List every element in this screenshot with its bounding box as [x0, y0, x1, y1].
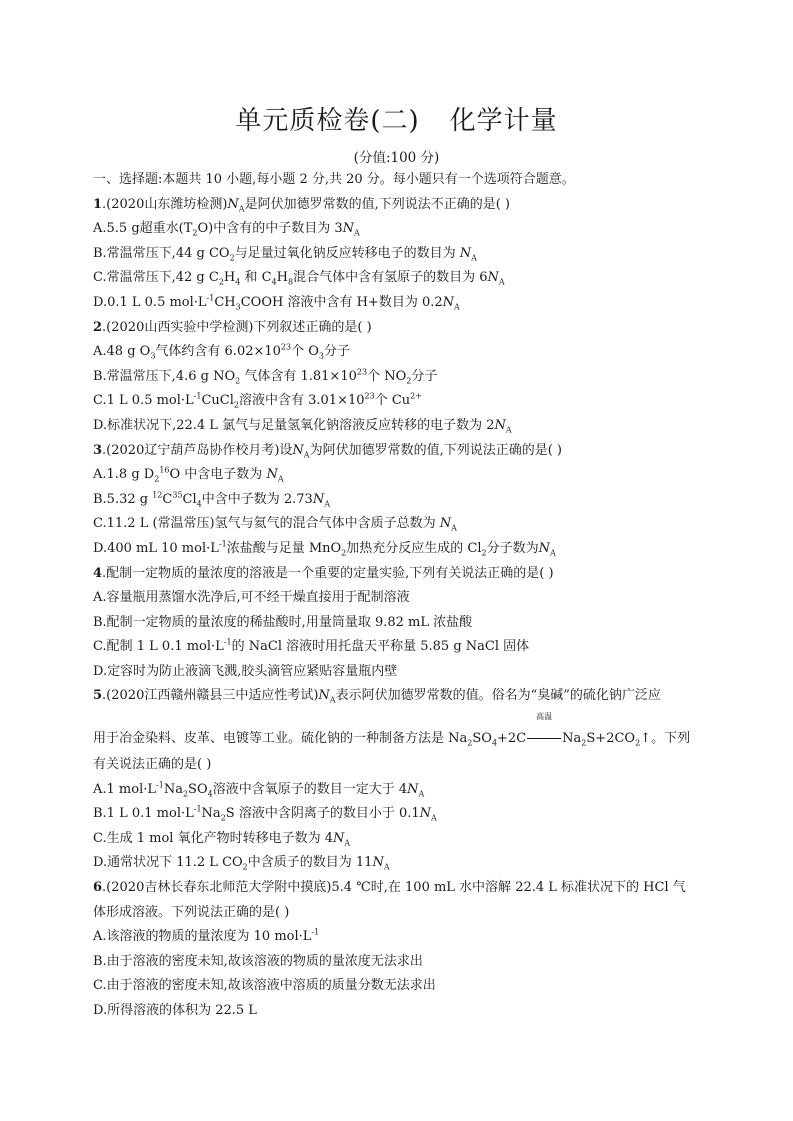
question-5-option-b[interactable]: B.1 L 0.1 $mol\cdot L^{-1}Na_2S$ 溶液中含阴离子的数目小于 $0.1N_A$ [93, 804, 437, 823]
question-6-option-a[interactable]: A.该溶液的物质的量浓度为 10 $mol\cdot L^{-1}$ [93, 927, 320, 945]
question-6-stem: 6.(2020吉林长春东北师范大学附中摸底)5.4 ℃时,在 100 mL 水中溶解 22.4 L 标准状况下的 HCl 气 [93, 880, 686, 896]
score-note: (分值:100 分) [353, 150, 440, 166]
question-2-option-c[interactable]: C.1 L 0.5 $mol\cdot L^{-1}CuCl_2$溶液中含有 $3.01\times 10^{23}$个 $Cu^{2+}$ [93, 392, 422, 410]
question-1-stem: 1.(2020山东潍坊检测)$N_A$是阿伏加德罗常数的值,下列说法不正确的是( ) [93, 196, 510, 214]
question-3-stem: 3.(2020辽宁葫芦岛协作校月考)设$N_A$为阿伏加德罗常数的值,下列说法正确的是( ) [93, 442, 562, 460]
question-4-option-c[interactable]: C.配制 1 L 0.1 $mol\cdot L^{-1}$的 NaCl 溶液时用托盘天平称量 5.85 g NaCl 固体 [93, 637, 530, 655]
question-3-option-b[interactable]: B.5.32 g $^{12}C^{35}Cl_4$中含中子数为 $2.73N_A$ [93, 490, 330, 509]
question-5-option-a[interactable]: A.1 $mol\cdot L^{-1}Na_2SO_4$溶液中含氧原子的数目一定大于 $4N_A$ [93, 780, 425, 799]
question-2-option-b[interactable]: B.常温常压下,4.6 g $NO_2$ 气体含有 $1.81\times 10^{23}$个 $NO_2$分子 [93, 367, 438, 386]
question-4-option-a[interactable]: A.容量瓶用蒸馏水洗净后,可不经干燥直接用于配制溶液 [93, 590, 410, 606]
page-title [0, 100, 793, 137]
question-6-stem-end: 体形成溶液。下列说法正确的是( ) [93, 904, 290, 920]
question-1-option-a[interactable]: A.5.5 g超重水$(T_2O)$中含有的中子数目为 $3N_A$ [93, 221, 360, 238]
question-2-option-a[interactable]: A.48 g $O_3$气体约含有 $6.02\times 10^{23}$个 $O_3$分子 [93, 342, 351, 361]
question-6-option-c[interactable]: C.由于溶液的密度未知,故该溶液中溶质的质量分数无法求出 [93, 978, 436, 994]
title-subject: 化学计量 [449, 106, 558, 136]
question-4-option-d[interactable]: D.定容时为防止液滴飞溅,胶头滴管应紧贴容量瓶内壁 [93, 663, 398, 679]
question-2-stem: 2.(2020山西实验中学检测)下列叙述正确的是( ) [93, 319, 372, 335]
question-list [93, 168, 733, 1024]
question-6-option-d[interactable]: D.所得溶液的体积为 22.5 L [93, 1003, 257, 1018]
question-1-option-c[interactable]: C.常温常压下,42 g $C_2H_4$ 和 $C_4H_8$混合气体中含有氢原子的数目为 $6N_A$ [93, 270, 505, 287]
question-5-stem-end: 有关说法正确的是( ) [93, 757, 212, 773]
question-3-option-a[interactable]: A.1.8 g $D_2^{16}O$ 中含电子数为 $N_A$ [93, 465, 284, 484]
section-heading: 一、选择题:本题共 10 小题,每小题 2 分,共 20 分。每小题只有一个选项符合题意。 [93, 172, 575, 187]
question-4-stem: 4.配制一定物质的量浓度的溶液是一个重要的定量实验,下列有关说法正确的是( ) [93, 565, 554, 581]
question-2-option-d[interactable]: D.标准状况下,22.4 L 氯气与足量氢氧化钠溶液反应转移的电子数为 $2N_A$ [93, 417, 512, 435]
question-5-stem: 5.(2020江西赣州赣县三中适应性考试)$N_A$表示阿伏加德罗常数的值。俗名为“臭碱”的硫化钠广泛应 [93, 688, 661, 706]
title-main: 单元质检卷(二) [235, 106, 420, 136]
question-3-option-c[interactable]: C.11.2 L (常温常压)氢气与氦气的混合气体中含质子总数为 $N_A$ [93, 516, 457, 533]
question-5-option-c[interactable]: C.生成 1 mol 氧化产物时转移电子数为 $4N_A$ [93, 830, 351, 848]
question-1-option-b[interactable]: B.常温常压下,44 g $CO_2$与足量过氧化钠反应转移电子的数目为 $N_A$ [93, 245, 477, 263]
question-3-option-d[interactable]: D.400 mL 10 $mol\cdot L^{-1}$浓盐酸与足量 MnO$_2$加热充分反应生成的 $Cl_2$分子数为$N_A$ [93, 539, 556, 558]
question-4-option-b[interactable]: B.配制一定物质的量浓度的稀盐酸时,用量筒量取 9.82 mL 浓盐酸 [93, 614, 473, 630]
question-5-option-d[interactable]: D.通常状况下 11.2 L $CO_2$中含质子的数目为 $11N_A$ [93, 855, 390, 873]
question-1-option-d[interactable]: D.0.1 L 0.5 $mol\cdot L^{-1}CH_3COOH$ 溶液中含有 H+数目为 $0.2N_A$ [93, 293, 460, 312]
question-5-stem-equation: 用于冶金染料、皮革、电镀等工业。硫化钠的一种制备方法是 $Na_2SO_4+2C$ 高温 $Na_2S+2CO_2↑$。下列 [93, 725, 733, 753]
question-6-option-b[interactable]: B.由于溶液的密度未知,故该溶液的物质的量浓度无法求出 [93, 953, 423, 969]
reaction-condition: 高温 [526, 725, 562, 753]
